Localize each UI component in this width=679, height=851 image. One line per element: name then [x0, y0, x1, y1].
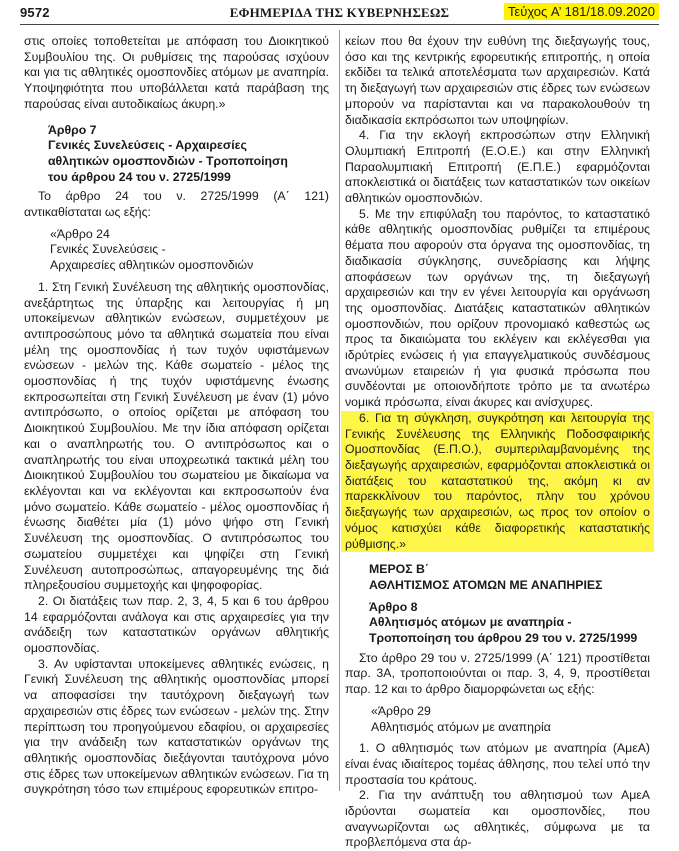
journal-title: ΕΦΗΜΕΡΙΔΑ TΗΣ ΚΥΒΕΡΝΗΣΕΩΣ [229, 5, 450, 20]
part-b-title: ΜΕΡΟΣ Β΄ [369, 562, 429, 577]
right-para-3: 6. Για τη σύγκληση, συγκρότηση και λειτουργία της Γενικής Συνέλευσης της Ελληνικής Ποδοσφαιρικής Ομοσπονδίας (Ε.Π.Ο.), συμπεριλαμβανομένης της διεξαγωγής αρχαιρεσιών, εφαρμόζονται αποκλειστικά οι διατάξεις του καταστατικού της, ακόμη κι αν παρεκκλίνουν του παρόντος, πλην του χρόνου διεξαγωγής των αρχαιρεσιών, ως προς τον οποίον ο νόμος κατισχύει κάθε διαφορετικής καταστατικής ρύθμισης.» [345, 410, 650, 551]
left-para-0: στις οποίες τοποθετείται με απόφαση του Διοικητικού Συμβουλίου της. Οι ρυθμίσεις της παρούσας ισχύουν και για τις αθλητικές ομοσπονδίες ατόμων με αναπηρία. Υποψηφιότητα που υποβάλλεται κατά παράβαση της παρούσας είναι αυτοδικαίως άκυρη.» [24, 34, 329, 111]
right-para-4: Στο άρθρο 29 του ν. 2725/1999 (Α΄ 121) προστίθεται παρ. 3Α, τροποποιούνται οι παρ. 3, 4, 9, προστίθεται παρ. 12 και το άρθρο διαμορφώνεται ως εξής: [345, 650, 650, 697]
left-column [24, 34, 329, 798]
right-para-2: 5. Με την επιφύλαξη του παρόντος, το καταστατικό κάθε αθλητικής ομοσπονδίας ρυθμίζει τα επιμέρους θέματα που αφορούν στα όργανα της ομοσπονδίας, τη διαδικασία σύγκλησης, συνεδρίασης και λήψης αποφάσεων των οργάνων της, τη διεξαγωγή αρχαιρεσιών και την εν γένει λειτουργία και οργάνωση της ομοσπονδίας. Διατάξεις καταστατικών αθλητικών ομοσπονδιών, που ορίζουν προνομιακό καθεστώς ως προς τα δικαιώματα του εκλέγειν και εκλέγεσθαι για ιδρύτρίες ενώσεις ή για επαγγελματικούς συνδέσμους ανωνύμων εταιρειών ή για φυσικά πρόσωπα που συνδέονται με οποιονδήποτε τρόπο με τα ανωτέρω νομικά πρόσωπα, είναι άκυρες και ανίσχυρες. [345, 206, 650, 410]
quote-29-line-2: Αθλητισμός ατόμων με αναπηρία [371, 719, 551, 734]
issue-badge: Τεύχος A’ 181/18.09.2020 [504, 3, 659, 20]
part-b-subtitle: ΑΘΛΗΤΙΣΜΟΣ ΑΤΟΜΩΝ ΜΕ ΑΝΑΠΗΡΙΕΣ [369, 577, 603, 592]
article-7-heading [48, 123, 329, 186]
header-rule [20, 24, 659, 25]
article-7-subtitle-1: Γενικές Συνελεύσεις - Αρχαιρεσίες [48, 138, 247, 153]
part-b-heading [369, 562, 650, 593]
left-para-2: 1. Στη Γενική Συνέλευση της αθλητικής ομοσπονδίας, ανεξάρτητως της ύπαρξης και λειτουργίας ή μη υποκείμενων αθλητικών ενώσεων, συμμετέχουν με αντιπροσώπους μόνο τα αθλητικά σωματεία που είναι μέλη της ομοσπονδίας ή των τυχόν υφιστάμενων ενώσεων - μελών της. Κάθε σωματείο - μέλος της ομοσπονδίας ή της τυχόν υφιστάμενης ένωσης εκπροσωπείται στη Γενική Συνέλευση με έναν (1) μόνο αντιπρόσωπο, ο οποίος ορίζεται με απόφαση του Διοικητικού Συμβουλίου. Με την ίδια απόφαση ορίζεται και ο αναπληρωτής του. Ο αντιπρόσωπος και ο αναπληρωτής του είναι υποχρεωτικά τακτικά μέλη του Διοικητικού Συμβουλίου του σωματείου με δικαίωμα να εκλέγονται και να εκλέγονται και εκπροσωπούν ένα μόνο σωματείο. Κάθε σωματείο - μέλος ομοσπονδίας ή ένωσης διαθέτει μία (1) μόνο ψήφο στη Γενική Συνέλευση της ομοσπονδίας. Ο αντιπρόσωπος του σωματείου συμμετέχει και ψηφίζει στη Γενική Συνέλευση αυτοπροσώπως, απαγορευμένης της διά πληρεξουσίου συμμετοχής και ψηφοφορίας. [24, 279, 329, 593]
article-8-subtitle-1: Αθλητισμός ατόμων με αναπηρία - [369, 615, 572, 630]
article-7-title: Άρθρο 7 [48, 122, 97, 137]
left-para-3: 2. Οι διατάξεις των παρ. 2, 3, 4, 5 και 6 του άρθρου 14 εφαρμόζονται ανάλογα και στις αρχαιρεσίες για την ανάδειξη των καταστατικών οργάνων αθλητικής ομοσπονδίας. [24, 593, 329, 656]
quote-line-1: «Άρθρο 24 [50, 226, 110, 241]
right-para-6: 2. Για την ανάπτυξη του αθλητισμού των ΑμεΑ ιδρύονται σωματεία και ομοσπονδίες, που αναγνωρίζονται ως αθλητικές, σύμφωνα με τα προβλεπόμενα στα άρ- [345, 788, 650, 850]
article-8-heading [369, 600, 650, 647]
left-para-4: 3. Αν υφίστανται υποκείμενες αθλητικές ενώσεις, η Γενική Συνέλευση της αθλητικής ομοσπονδίας μπορεί να αποφασίσει την ταυτόχρονη διεξαγωγή των αρχαιρεσιών στις έδρες των ενώσεων - μελών της. Στην περίπτωση του προηγούμενου εδαφίου, οι αρχαιρεσίες για την ανάδειξη των καταστατικών οργάνων της αθλητικής ομοσπονδίας διεξάγονται ταυτόχρονα μόνο στις έδρες των υποκείμενων αθλητικών ενώσεων. Για τη συγκρότηση τόσο των επιμέρους εφορευτικών επιτρο- [24, 656, 329, 797]
quote-line-3: Αρχαιρεσίες αθλητικών ομοσπονδιών [50, 258, 254, 273]
column-divider [339, 30, 340, 791]
right-para-0: κείων που θα έχουν την ευθύνη της διεξαγωγής τους, όσο και της κεντρικής εφορευτικής επιτροπής, η οποία εκδίδει τα τελικά αποτελέσματα των αρχαιρεσιών. Κατά τη διεξαγωγή των αρχαιρεσιών στις έδρες των ενώσεων μπορούν να παρίστανται και να παρακολουθούν τη διαδικασία εκπρόσωποι των υποψηφίων. [345, 34, 650, 127]
page-number: 9572 [20, 5, 50, 20]
quote-line-2: Γενικές Συνελεύσεις - [50, 242, 166, 257]
highlighted-paragraph [341, 411, 654, 552]
right-column [345, 34, 650, 851]
article-8-title: Άρθρο 8 [369, 599, 418, 614]
quote-29-line-1: «Άρθρο 29 [371, 703, 431, 718]
article-8-subtitle-2: Τροποποίηση του άρθρου 29 του ν. 2725/1999 [369, 631, 638, 646]
article-7-subtitle-2: αθλητικών ομοσπονδιών - Τροποποίηση [48, 153, 288, 168]
right-para-5: 1. Ο αθλητισμός των ατόμων με αναπηρία (ΑμεΑ) είναι ένας ιδιαίτερος τομέας άθλησης, που τελεί υπό την προστασία του κράτους. [345, 741, 650, 787]
article-7-subtitle-3: του άρθρου 24 του ν. 2725/1999 [48, 169, 231, 184]
left-para-1: Το άρθρο 24 του ν. 2725/1999 (Α΄ 121) αντικαθίσταται ως εξής: [24, 189, 329, 220]
right-para-1: 4. Για την εκλογή εκπροσώπων στην Ελληνική Ολυμπιακή Επιτροπή (Ε.Ο.Ε.) και στην Ελληνική Παραολυμπιακή Επιτροπή (Ε.Π.Ε.) εφαρμόζονται αποκλειστικά οι διατάξεις των καταστατικών των οικείων αθλητικών ομοσπονδιών. [345, 128, 650, 206]
page-header [0, 0, 679, 26]
